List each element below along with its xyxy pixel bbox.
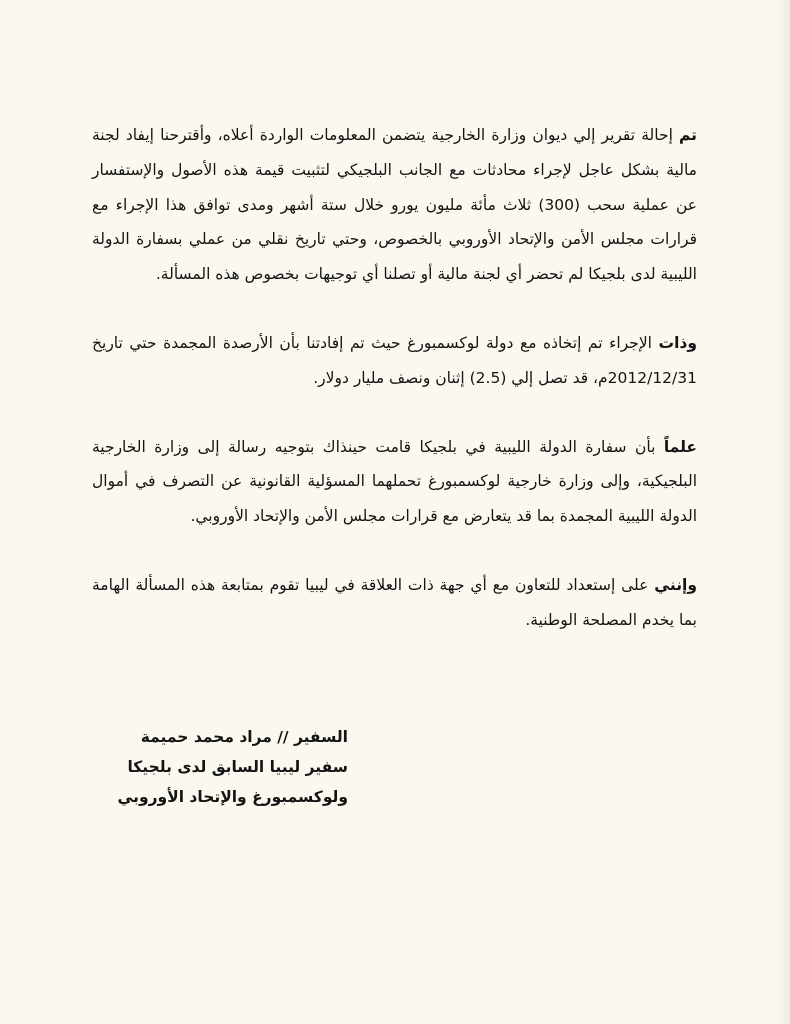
paragraph-report-referral [92,118,697,292]
signature-title-continued: ولوكسمبورغ والإتحاد الأوروبي [117,788,348,806]
paragraph-text: على إستعداد للتعاون مع أي جهة ذات العلاقة في ليبيا تقوم بمتابعة هذه المسألة الهامة بما يخدم المصلحة الوطنية. [92,575,697,629]
letter-body [92,118,697,638]
paragraph-lead-word: علماً [663,437,697,456]
paragraph-lead-word: وإنني [654,575,697,594]
paragraph-text: إحالة تقرير إلي ديوان وزارة الخارجية يتضمن المعلومات الواردة أعلاه، وأقترحنا إيفاد لجنة مالية بشكل عاجل لإجراء محادثات مع الجانب البلجيكي لتثبيت قيمة هذه الأصول والإستفسار عن عملية سحب (300) ثلاث مأئة مليون يورو خلال ستة أشهر ومدى توافق هذا الإجراء مع قرارات مجلس الأمن والإتحاد الأوروبي بالخصوص، وحتي تاريخ نقلي من عملي بسفارة الدولة الليبية لدى بلجيكا لم تحضر أي لجنة مالية أو تصلنا أي توجيهات بخصوص هذه المسألة. [92,126,698,284]
signature-block [108,722,348,812]
paragraph-lead-word: وذات [658,333,697,352]
paragraph-lead-word: تم [679,126,697,144]
paragraph-text: بأن سفارة الدولة الليبية في بلجيكا قامت حينذاك بتوجيه رسالة إلى وزارة الخارجية البلجيكية، وإلى وزارة خارجية لوكسمبورغ تحملهما المسؤلية القانونية عن التصرف في أموال الدولة الليبية المجمدة بما قد يتعارض مع قرارات مجلس الأمن والإتحاد الأوروبي. [92,437,697,526]
paragraph-luxembourg [92,326,697,396]
signature-name: السفير // مراد محمد حميمة [140,728,348,746]
signature-title: سفير ليبيا السابق لدى بلجيكا [127,758,348,776]
paragraph-cooperation [92,568,697,638]
paragraph-embassy-letter [92,430,697,534]
paragraph-text: الإجراء تم إتخاذه مع دولة لوكسمبورغ حيث تم إفادتنا بأن الأرصدة المجمدة حتي تاريخ 2012/12/31م، قد تصل إلي (2.5) إثنان ونصف مليار دولار. [92,333,697,387]
